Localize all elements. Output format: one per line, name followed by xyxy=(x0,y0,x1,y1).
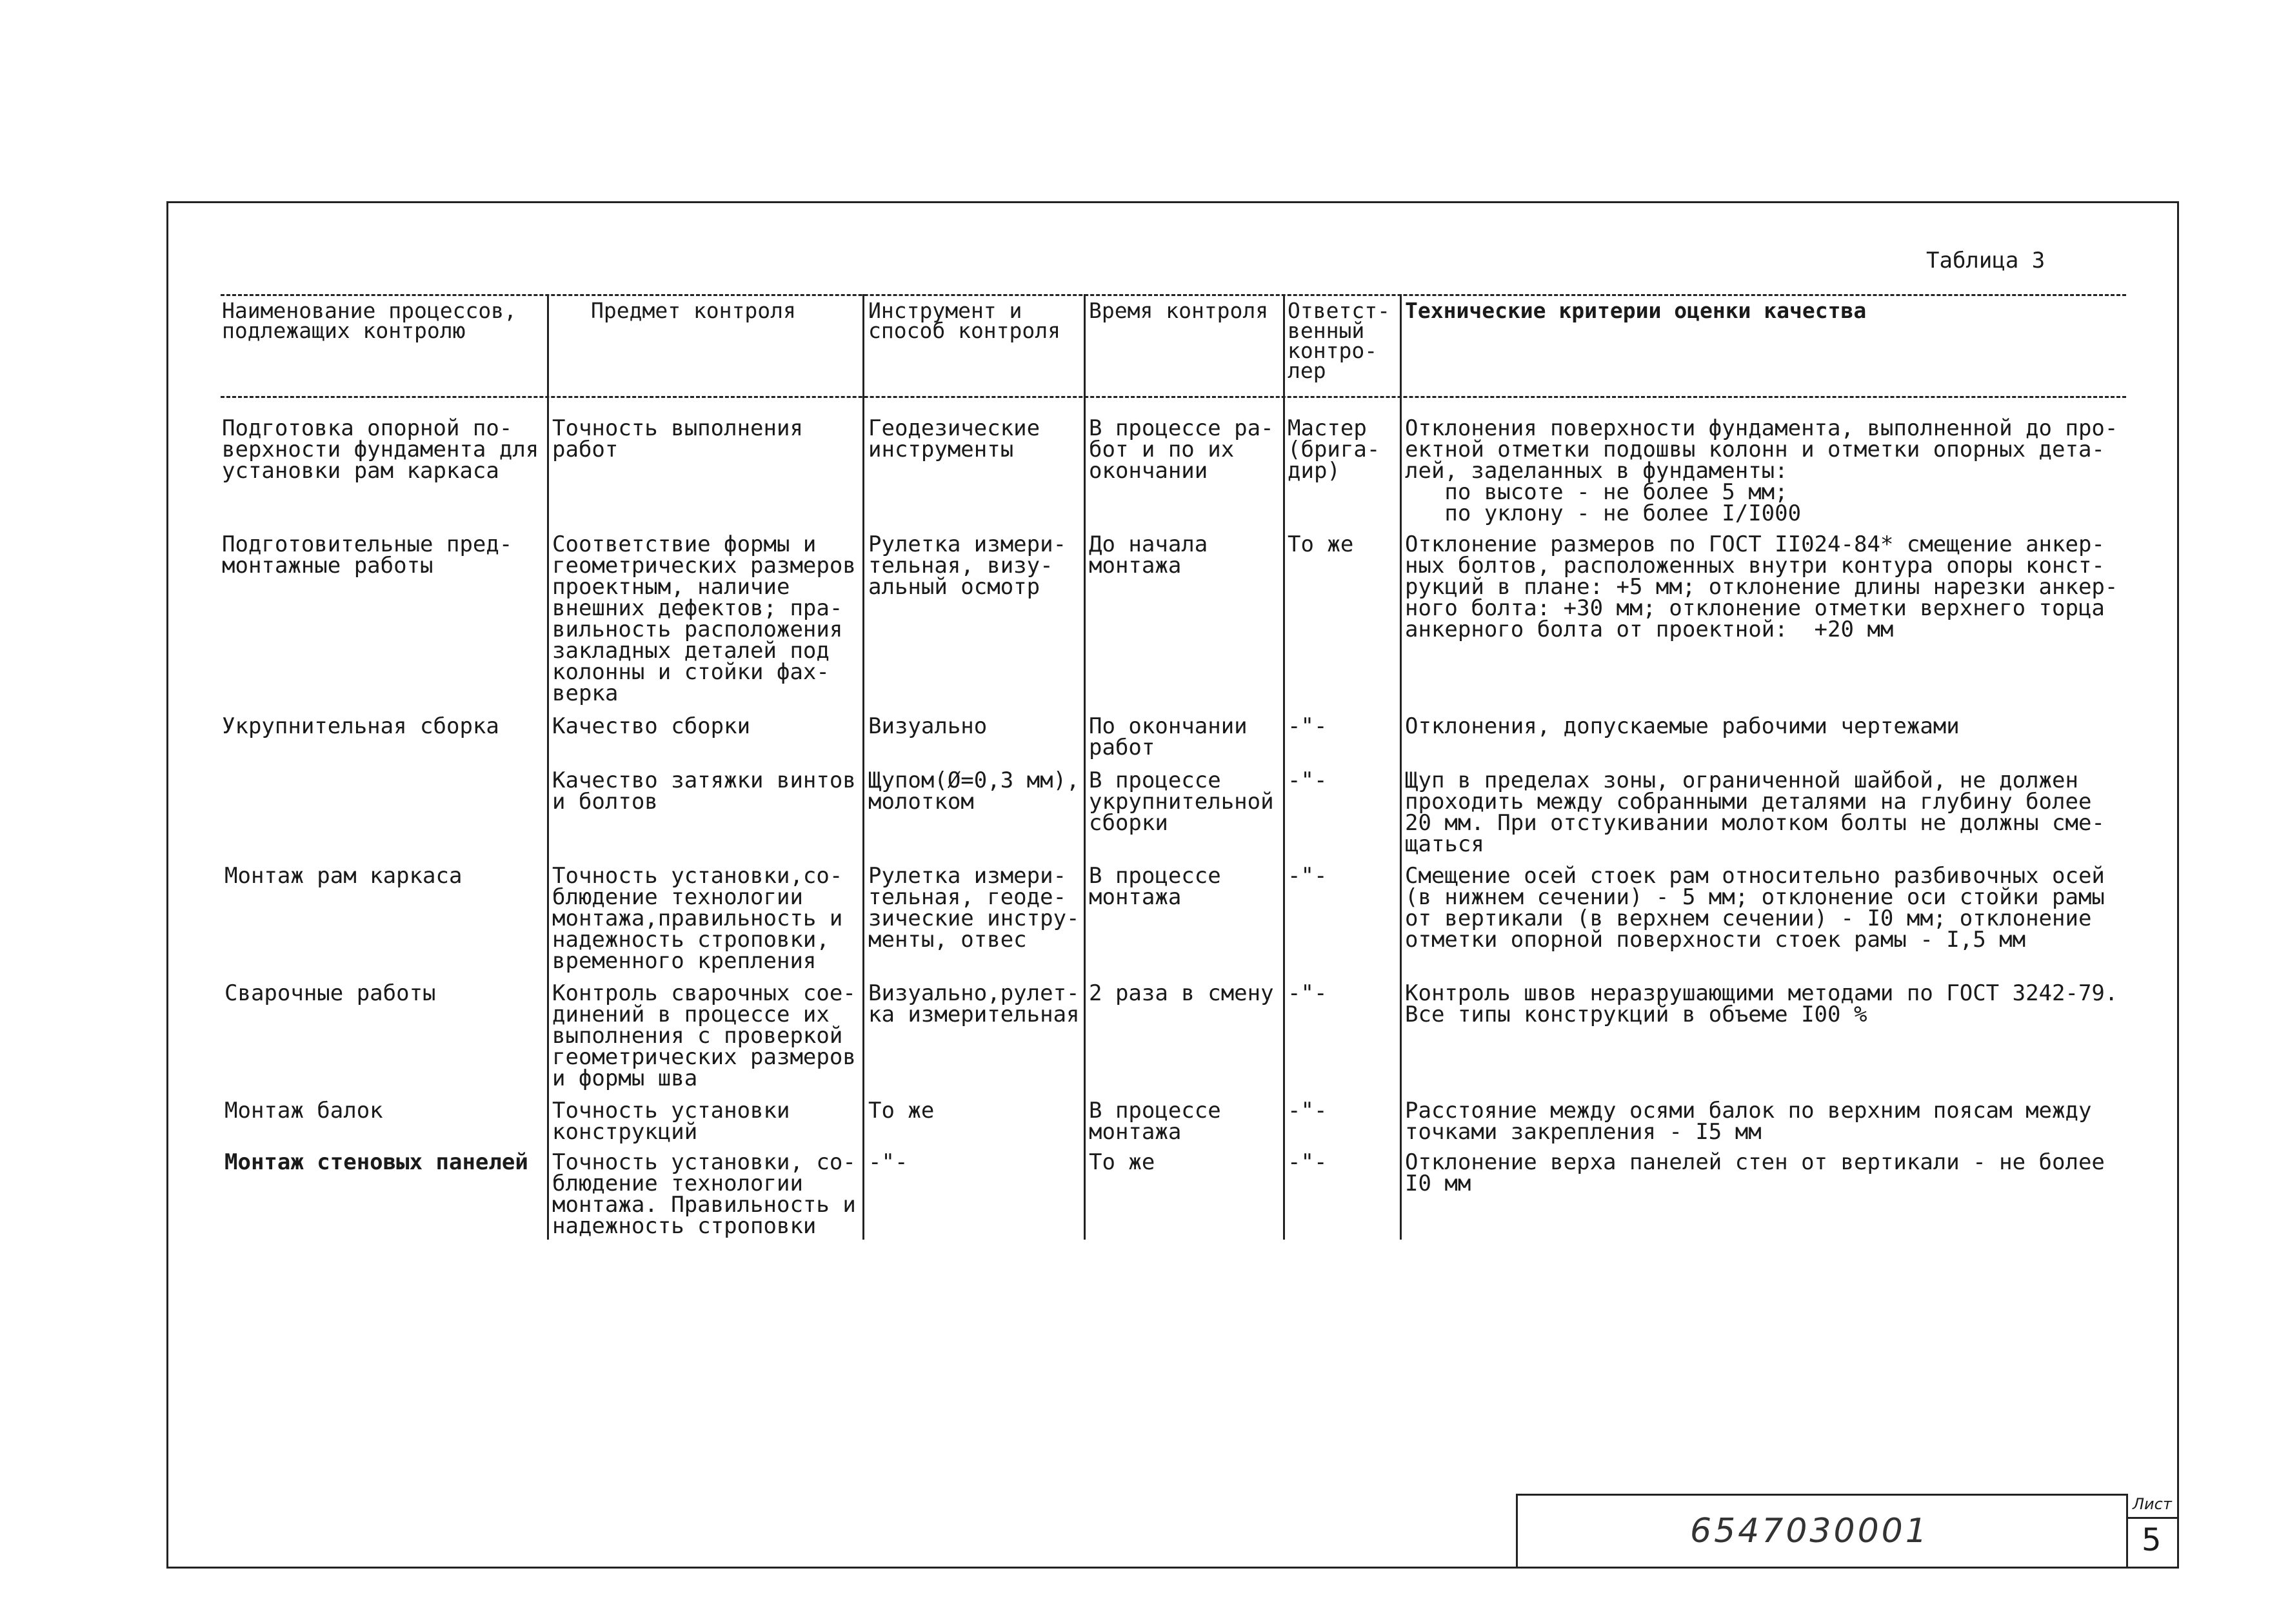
col-divider-3 xyxy=(1084,294,1086,1240)
table-row-1-time: До начала монтажа xyxy=(1089,531,1208,579)
table-row-4-responsible: -"- xyxy=(1288,863,1328,889)
table-row-2-responsible: -"- xyxy=(1288,713,1328,739)
table-row-2-process: Укрупнительная сборка xyxy=(222,713,499,739)
table-row-5-tool: Визуально,рулет- ка измерительная xyxy=(868,980,1080,1027)
table-row-0-responsible: Мастер (брига- дир) xyxy=(1288,415,1380,484)
table-row-4-tool: Рулетка измери- тельная, геоде- зические инстру- менты, отвес xyxy=(868,863,1080,953)
table-caption: Таблица 3 xyxy=(1926,248,2045,273)
table-row-6-tool: То же xyxy=(868,1098,935,1124)
table-row-2-time: По окончании работ xyxy=(1089,713,1248,760)
sheet-number: 5 xyxy=(2142,1522,2162,1558)
table-row-5-process: Сварочные работы xyxy=(224,980,436,1006)
table-row-4-time: В процессе монтажа xyxy=(1089,863,1221,910)
table-row-1-responsible: То же xyxy=(1288,531,1354,557)
table-row-1-tool: Рулетка измери- тельная, визу- альный осмотр xyxy=(868,531,1067,600)
col-divider-1 xyxy=(547,294,549,1240)
header-process: Наименование процессов, подлежащих контролю xyxy=(222,298,517,343)
table-row-6-responsible: -"- xyxy=(1288,1098,1328,1124)
col-divider-2 xyxy=(862,294,864,1240)
table-row-5-time: 2 раза в смену xyxy=(1089,980,1274,1006)
table-row-7-tool: -"- xyxy=(868,1149,908,1175)
table-row-2-criteria: Отклонения, допускаемые рабочими чертежами xyxy=(1405,713,1960,739)
table-row-6-process: Монтаж балок xyxy=(224,1098,383,1124)
header-top-rule xyxy=(221,294,2126,296)
col-divider-4 xyxy=(1283,294,1285,1240)
table-row-7-process: Монтаж стеновых панелей xyxy=(224,1149,528,1175)
table-row-3-tool: Щупом(Ø=0,3 мм), молотком xyxy=(868,767,1080,815)
table-row-3-criteria: Щуп в пределах зоны, ограниченной шайбой, не должен проходить между собранными деталями на глубину более 20 мм. При отстукивании молотком болты не должны сме- щаться xyxy=(1405,767,2105,857)
header-criteria: Технические критерии оценки качества xyxy=(1405,298,1867,323)
table-row-0-subject: Точность выполнения работ xyxy=(552,415,803,462)
table-row-3-subject: Качество затяжки винтов и болтов xyxy=(552,767,856,815)
table-row-5-responsible: -"- xyxy=(1288,980,1328,1006)
table-row-6-subject: Точность установки конструкций xyxy=(552,1098,790,1145)
table-row-1-process: Подготовительные пред- монтажные работы xyxy=(222,531,513,579)
table-row-0-process: Подготовка опорной по- верхности фундамента для установки рам каркаса xyxy=(222,415,539,484)
table-row-6-time: В процессе монтажа xyxy=(1089,1098,1221,1145)
table-row-4-process: Монтаж рам каркаса xyxy=(224,863,463,889)
header-bottom-rule xyxy=(221,396,2126,398)
table-row-1-criteria: Отклонение размеров по ГОСТ II024-84* смещение анкер- ных болтов, расположенных внутри контура опоры конст- рукций в плане: +5 мм; отклонение длины нарезки анкер- ного болта: +30 мм; отклонение отметки верхнего торца анкерного болта от проектной: +20 мм xyxy=(1405,531,2118,642)
sheet-label: Лист xyxy=(2133,1495,2172,1513)
header-time: Время контроля xyxy=(1089,298,1269,323)
table-row-2-subject: Качество сборки xyxy=(552,713,751,739)
table-row-3-time: В процессе укрупнительной сборки xyxy=(1089,767,1274,836)
table-row-0-criteria: Отклонения поверхности фундамента, выполненной до про- ектной отметки подошвы колонн и отметки опорных дета- лей, заделанных в фундаменты: по высоте - не более 5 мм; по уклону - не более I/I000 xyxy=(1405,415,2118,526)
table-row-5-criteria: Контроль швов неразрушающими методами по ГОСТ 3242-79. Все типы конструкций в объеме I00 % xyxy=(1405,980,2118,1027)
table-row-7-subject: Точность установки, со- блюдение технологии монтажа. Правильность и надежность строповки xyxy=(552,1149,856,1239)
table-row-7-time: То же xyxy=(1089,1149,1155,1175)
col-divider-5 xyxy=(1400,294,1402,1240)
table-row-7-criteria: Отклонение верха панелей стен от вертикали - не более I0 мм xyxy=(1405,1149,2105,1196)
document-code: 6547030001 xyxy=(1690,1512,1929,1550)
header-subject: Предмет контроля xyxy=(591,298,796,323)
table-row-3-responsible: -"- xyxy=(1288,767,1328,793)
header-tool: Инструмент и способ контроля xyxy=(868,298,1061,343)
table-row-4-subject: Точность установки,со- блюдение технологии монтажа,правильность и надежность строповки, временного крепления xyxy=(552,863,843,974)
sheet-box-divider xyxy=(2126,1517,2179,1519)
table-row-2-tool: Визуально xyxy=(868,713,988,739)
table-row-5-subject: Контроль сварочных сое- динений в процессе их выполнения с проверкой геометрических размеров и формы шва xyxy=(552,980,856,1091)
table-row-4-criteria: Смещение осей стоек рам относительно разбивочных осей (в нижнем сечении) - 5 мм; отклонение оси стойки рамы от вертикали (в верхнем сечении) - I0 мм; отклонение отметки опорной поверхности стоек рамы - I,5 мм xyxy=(1405,863,2105,953)
table-row-6-criteria: Расстояние между осями балок по верхним поясам между точками закрепления - I5 мм xyxy=(1405,1098,2092,1145)
table-row-1-subject: Соответствие формы и геометрических размеров проектным, наличие внешних дефектов; пра- вильность расположения закладных деталей под колонны и стойки фах- верка xyxy=(552,531,856,706)
table-row-7-responsible: -"- xyxy=(1288,1149,1328,1175)
table-row-0-tool: Геодезические инструменты xyxy=(868,415,1040,462)
table-row-0-time: В процессе ра- бот и по их окончании xyxy=(1089,415,1274,484)
header-responsible: Ответст- венный контро- лер xyxy=(1288,298,1390,383)
